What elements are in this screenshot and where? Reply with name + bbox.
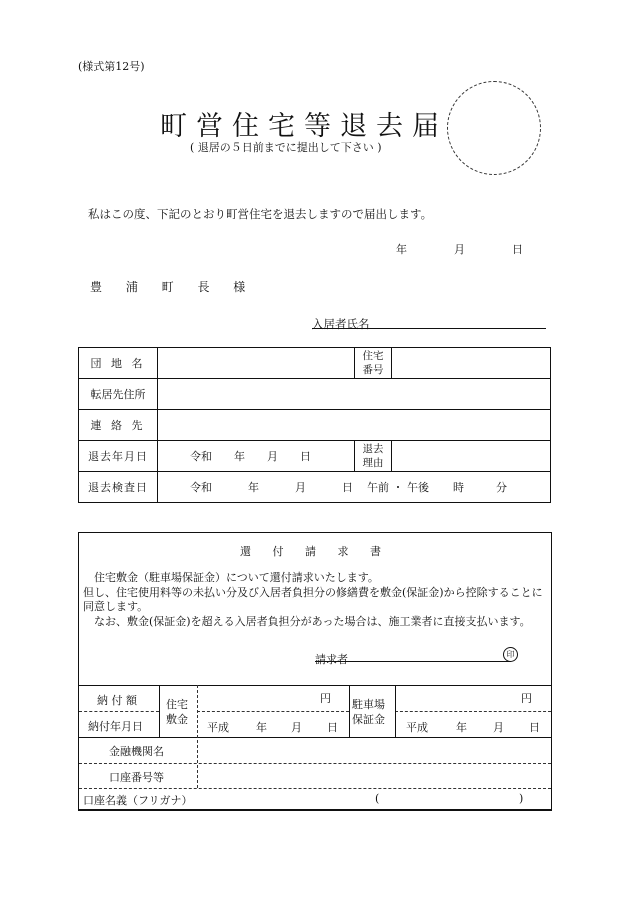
paren-open: ( [375,792,380,805]
heisei-label: 平成 [207,721,229,734]
refund-para-1: 住宅敷金（駐車場保証金）について還付請求いたします。 [94,571,379,584]
minute-label: 分 [496,481,507,494]
month-label: 月 [267,450,278,463]
page-title: 町営住宅等退去届 [160,111,448,142]
year-label: 年 [456,721,467,734]
contact-label: 連 絡 先 [79,410,158,441]
month-label: 月 [295,481,306,494]
page-subtitle: ( 退居の５日前までに提出して下さい ) [190,141,382,154]
payment-date-label: 納付年月日 [88,720,143,733]
resident-name-label: 入居者氏名 [312,317,370,331]
date-year-label: 年 [396,243,407,256]
refund-para-3: なお、敷金(保証金)を超える入居者負担分があった場合は、施工業者に直接支払います。 [94,615,531,628]
reason-field[interactable] [392,441,551,472]
heisei-label: 平成 [406,721,428,734]
am-pm-label: 午前 ・ 午後 [367,481,429,494]
move-out-table [78,347,551,503]
paren-close: ) [519,792,524,805]
day-label: 日 [300,450,311,463]
year-label: 年 [256,721,267,734]
inspection-date-field[interactable] [158,472,551,503]
claimant-label: 請求者 [315,653,348,666]
housing-deposit-label-1: 住宅 [166,698,188,711]
refund-heading: 還 付 請 求 書 [240,545,390,558]
contact-field[interactable] [158,410,551,441]
seal-mark: 印 [503,647,518,662]
yen-label: 円 [320,692,331,705]
bank-name-label: 金融機関名 [109,745,164,758]
reiwa-label: 令和 [190,481,212,494]
date-month-label: 月 [454,243,465,256]
month-label: 月 [493,721,504,734]
parking-deposit-label-1: 駐車場 [352,698,385,711]
refund-para-2: 但し、住宅使用料等の未払い分及び入居者負担分の修繕費を敷金(保証金)から控除することに同意します。 [83,585,543,613]
inspection-date-label: 退去検査日 [79,472,158,503]
year-label: 年 [234,450,245,463]
reason-label: 退去 理由 [355,441,392,472]
move-date-label: 退去年月日 [79,441,158,472]
housing-deposit-label-2: 敷金 [166,713,188,726]
house-number-label: 住宅 番号 [355,348,392,379]
day-label: 日 [529,721,540,734]
danchi-label: 団 地 名 [79,348,158,379]
new-address-label: 転居先住所 [79,379,158,410]
parking-deposit-label-2: 保証金 [352,713,385,726]
account-number-label: 口座番号等 [109,771,164,784]
declaration-text: 私はこの度、下記のとおり町営住宅を退去しますので届出します。 [88,207,433,221]
date-day-label: 日 [512,243,523,256]
refund-request-box [78,532,552,811]
month-label: 月 [291,721,302,734]
resident-name-field[interactable] [312,328,546,329]
account-holder-label: 口座名義（フリガナ） [83,794,193,807]
house-number-field[interactable] [392,348,551,379]
hour-label: 時 [453,481,464,494]
reiwa-label: 令和 [190,450,212,463]
new-address-field[interactable] [158,379,551,410]
day-label: 日 [342,481,353,494]
yen-label: 円 [521,692,532,705]
year-label: 年 [248,481,259,494]
claimant-field[interactable] [315,661,511,662]
move-date-field[interactable] [158,441,355,472]
danchi-field[interactable] [158,348,355,379]
payment-amount-label: 納 付 額 [97,694,137,707]
receipt-stamp-circle [447,81,541,175]
addressee: 豊 浦 町 長 様 [90,280,256,294]
day-label: 日 [327,721,338,734]
form-code: (様式第12号) [78,60,145,73]
